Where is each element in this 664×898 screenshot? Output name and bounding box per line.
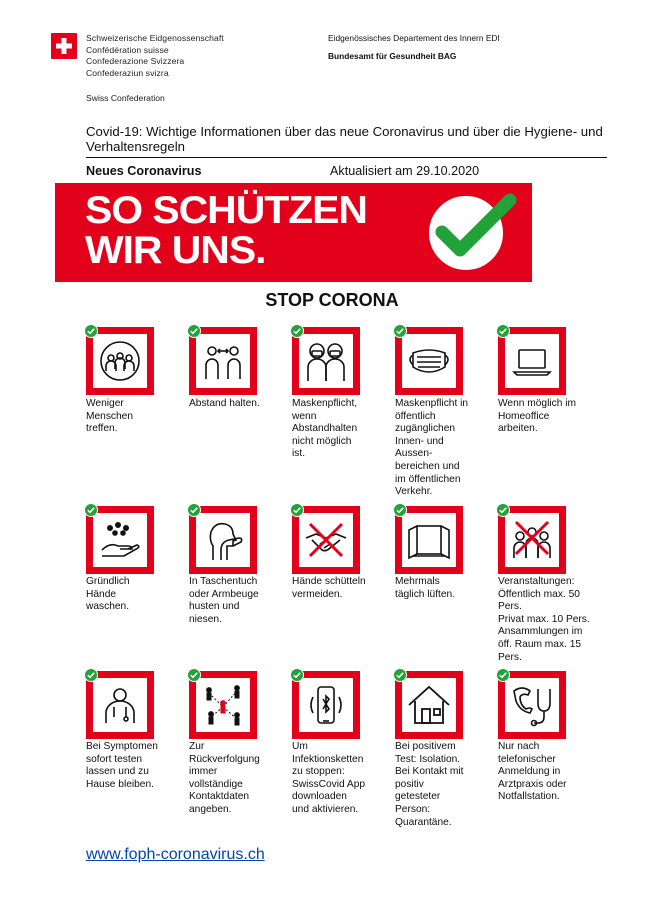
checkmark-circle-icon: [418, 186, 528, 278]
contact-tracing-icon: [199, 681, 247, 729]
measure-tile: [189, 327, 257, 395]
swiss-flag-icon: [51, 33, 77, 59]
updated-date: Aktualisiert am 29.10.2020: [330, 164, 480, 178]
check-badge-icon: [496, 668, 510, 682]
measure-tile: [498, 327, 566, 395]
banner-slogan: [85, 191, 367, 271]
measure-tile: [498, 671, 566, 739]
people-group-icon: [96, 337, 144, 385]
measure-tile: [86, 327, 154, 395]
measure-caption: Maskenpflicht, wenn Abstandhalten nicht möglich ist.: [292, 398, 358, 460]
distance-icon: [199, 337, 247, 385]
measure-caption: Bei Symptomen sofort testen lassen und zu Hause bleiben.: [86, 741, 158, 790]
open-window-icon: [405, 516, 453, 564]
cough-elbow-icon: [199, 516, 247, 564]
person-symptoms-icon: [96, 681, 144, 729]
check-badge-icon: [496, 324, 510, 338]
office-label: Bundesamt für Gesundheit BAG: [328, 51, 457, 61]
check-badge-icon: [393, 668, 407, 682]
stop-corona-title: STOP CORONA: [265, 290, 399, 310]
confederation-line: Confederazione Svizzera: [86, 56, 185, 67]
measure-tile: [189, 506, 257, 574]
measure-tile: [292, 671, 360, 739]
house-isolation-icon: [405, 681, 453, 729]
confederation-line: Confédération suisse: [86, 44, 169, 55]
measure-caption: Um Infektionsketten zu stoppen: SwissCovid App downloaden und aktivieren.: [292, 741, 366, 815]
check-badge-icon: [393, 503, 407, 517]
phone-doctor-icon: [508, 681, 556, 729]
measure-caption: Abstand halten.: [189, 398, 260, 409]
no-gathering-icon: [508, 516, 556, 564]
banner-line: WIR UNS.: [85, 229, 266, 272]
measure-tile: [292, 327, 360, 395]
check-badge-icon: [290, 503, 304, 517]
swisscovid-app-icon: [302, 681, 350, 729]
confederation-line: Confederaziun svizra: [86, 67, 169, 78]
check-badge-icon: [393, 324, 407, 338]
measure-tile: [498, 506, 566, 574]
check-badge-icon: [187, 668, 201, 682]
measure-caption: Hände schütteln vermeiden.: [292, 576, 366, 600]
check-badge-icon: [496, 503, 510, 517]
measure-tile: [292, 506, 360, 574]
measure-caption: Nur nach telefonischer Anmeldung in Arztpraxis oder Notfallstation.: [498, 741, 567, 803]
no-handshake-icon: [302, 516, 350, 564]
check-badge-icon: [84, 668, 98, 682]
measure-caption: Weniger Menschen treffen.: [86, 398, 134, 435]
measure-tile: [395, 327, 463, 395]
measure-caption: Maskenpflicht in öffentlich zugänglichen Innen- und Aussen- bereichen und im öffentlichen Verkehr.: [395, 398, 469, 498]
measure-caption: Bei positivem Test: Isolation. Bei Kontakt mit positiv getesteter Person: Quarantäne.: [395, 741, 464, 828]
swiss-confederation-label: Swiss Confederation: [86, 93, 165, 103]
measure-tile: [395, 671, 463, 739]
check-badge-icon: [84, 503, 98, 517]
measure-caption: Mehrmals täglich lüften.: [395, 576, 456, 600]
check-badge-icon: [290, 668, 304, 682]
banner-line: SO SCHÜTZEN: [85, 189, 367, 232]
department-label: Eidgenössisches Departement des Innern EDI: [328, 33, 500, 43]
measure-tile: [86, 671, 154, 739]
measure-caption: Veranstaltungen: Öffentlich max. 50 Pers. Privat max. 10 Pers. Ansammlungen im öff. Raum max. 15 Pers.: [498, 576, 590, 663]
measure-caption: Gründlich Hände waschen.: [86, 576, 130, 613]
hand-washing-icon: [96, 516, 144, 564]
document-title: Covid-19: Wichtige Informationen über das neue Coronavirus und über die Hygiene- und Verhaltensregeln: [86, 124, 603, 154]
check-badge-icon: [84, 324, 98, 338]
measure-caption: Zur Rückverfolgung immer vollständige Kontaktdaten angeben.: [189, 741, 260, 815]
measure-tile: [86, 506, 154, 574]
confederation-line: Schweizerische Eidgenossenschaft: [86, 33, 224, 43]
measure-caption: Wenn möglich im Homeoffice arbeiten.: [498, 398, 576, 435]
subheading: Neues Coronavirus: [86, 164, 202, 178]
face-mask-icon: [405, 337, 453, 385]
measure-caption: In Taschentuch oder Armbeuge husten und niesen.: [189, 576, 259, 625]
check-badge-icon: [187, 503, 201, 517]
measure-tile: [189, 671, 257, 739]
masked-people-icon: [302, 337, 350, 385]
measure-tile: [395, 506, 463, 574]
title-divider: [86, 157, 607, 158]
check-badge-icon: [290, 324, 304, 338]
laptop-icon: [508, 337, 556, 385]
confederation-names: [86, 33, 224, 79]
check-badge-icon: [187, 324, 201, 338]
website-link[interactable]: www.foph-coronavirus.ch: [86, 846, 265, 863]
